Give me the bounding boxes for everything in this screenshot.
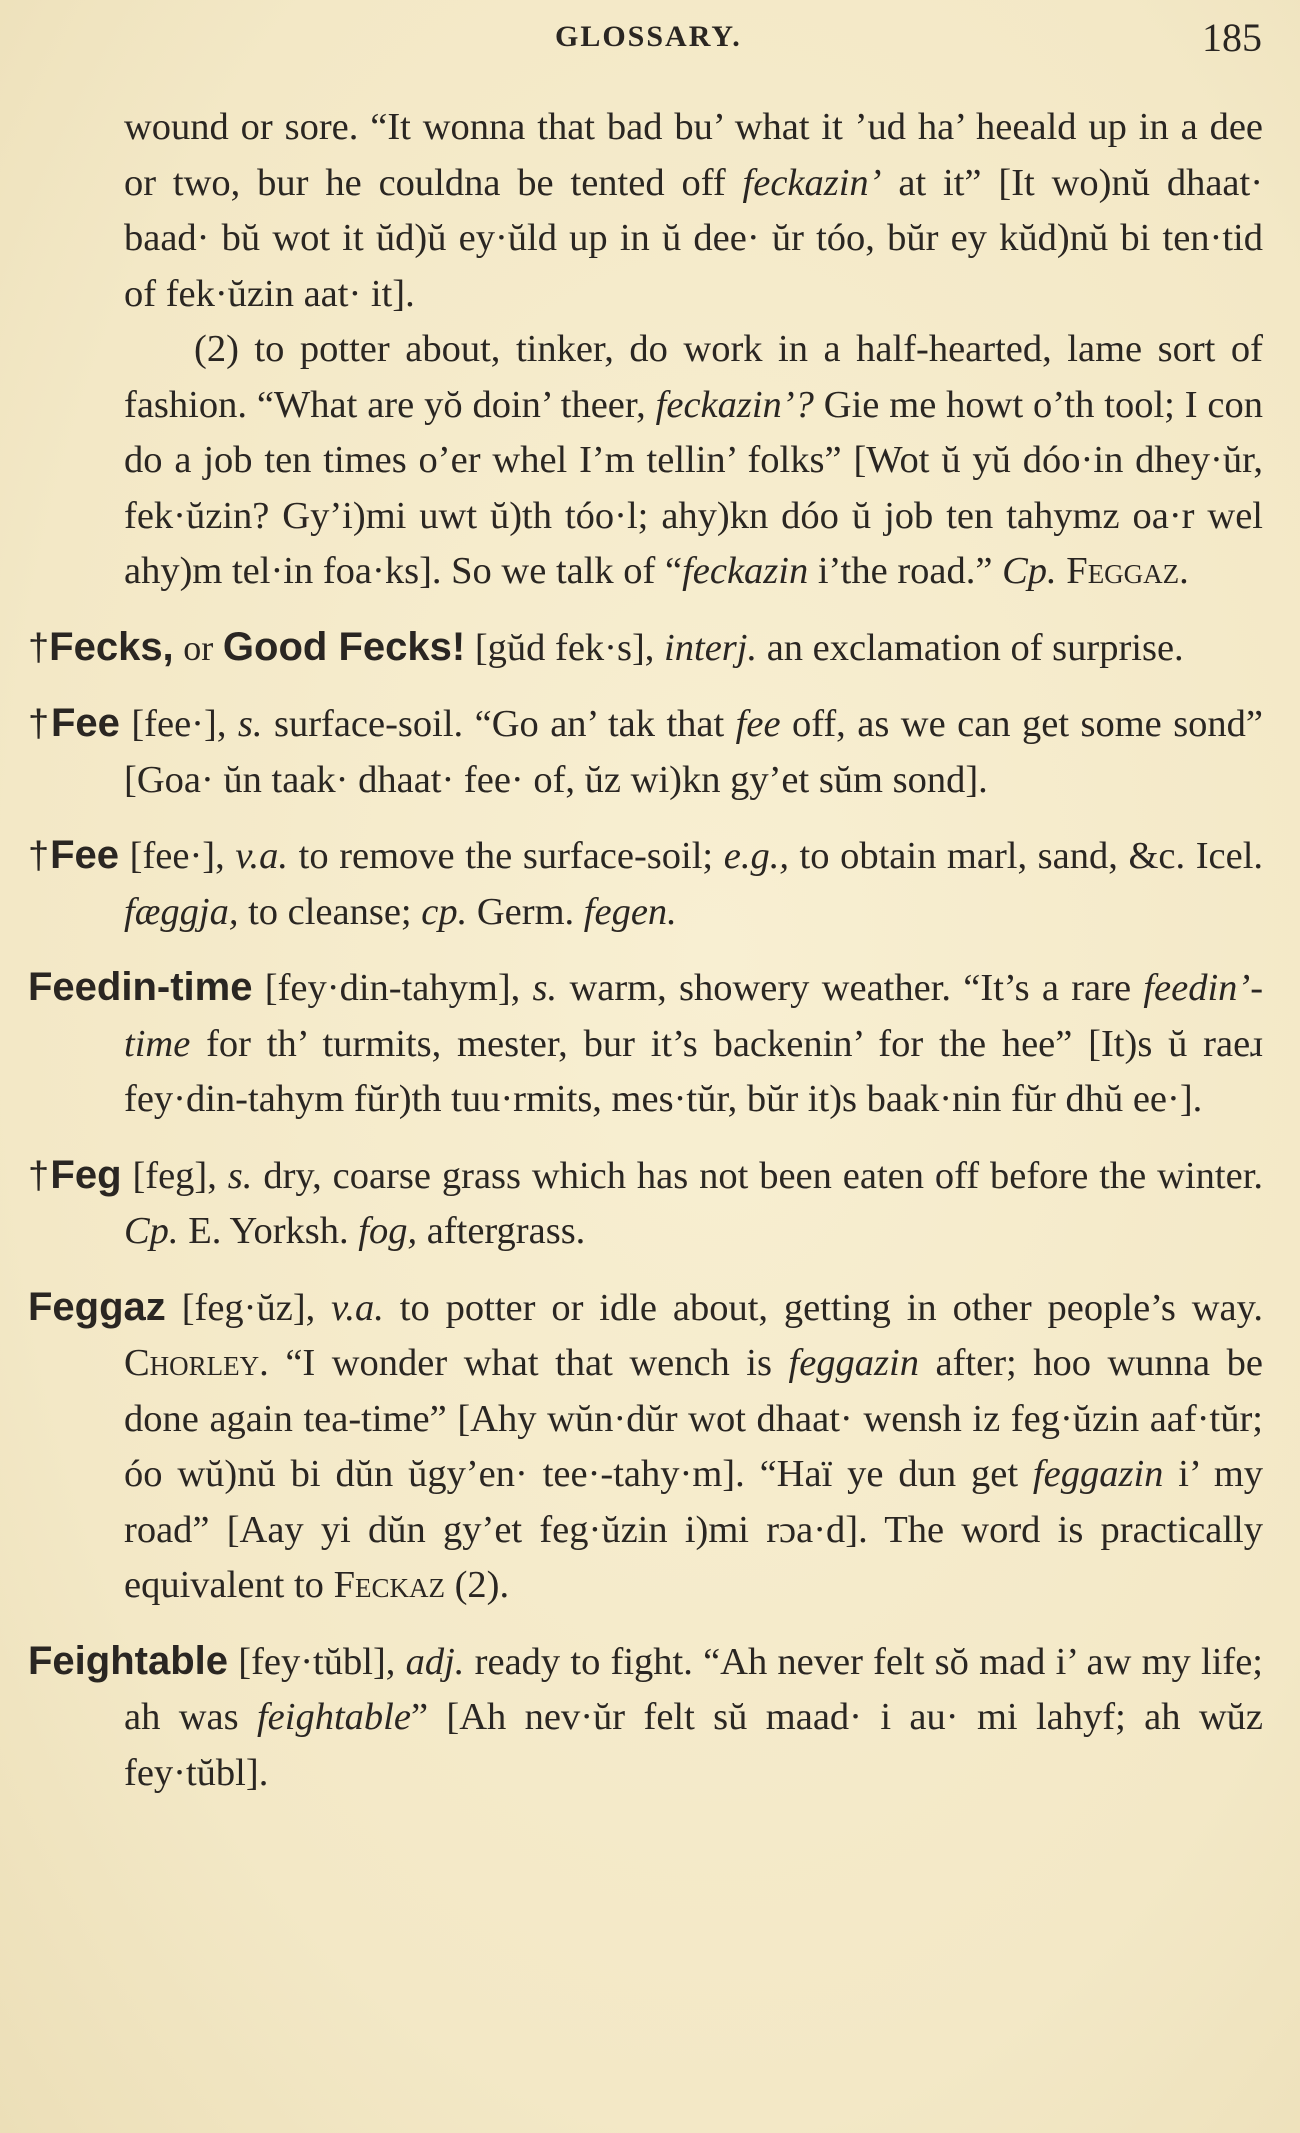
part-of-speech: s. [237,703,263,745]
definition: ready to fight. “Ah never felt sŏ mad i’ aw my life; ah was [124,1640,1264,1738]
italic-term: feedin’-time [124,967,1264,1065]
text: (2) to potter about, tinker, do work in a half-hearted, lame sort of fashion. “What are yŏ doin’ theer, [124,328,1263,426]
definition-continued: aftergrass. [426,1210,586,1252]
italic-term: feggazin [1032,1453,1164,1495]
headword: Fee [50,833,120,877]
headword: Feightable [28,1638,229,1683]
definition-continued: (2). [454,1564,510,1606]
text: wound or sore. “It wonna that bad bu’ what it ’ud ha’ heeald up in a dee or two, bur he couldna be tented off [124,106,1263,204]
entry-feedin-time [28,960,1263,1128]
dagger-mark: † [28,835,51,877]
continuation-paragraph-1 [28,100,1263,322]
pronunciation: [fee·], [131,703,227,745]
cross-ref-word: Feggaz. [1066,550,1189,592]
headword: Feggaz [28,1284,166,1329]
italic-term: fegen. [583,890,677,933]
definition-continued: off, as we can get some sond” [Goa· ŭn taak· dhaat· fee· of, ŭz wi)kn gy’et sŭm sond]. [124,703,1264,801]
entry-feightable [28,1634,1263,1802]
definition-continued: E. Yorksh. [188,1210,349,1252]
pronunciation: [feg·ŭz], [181,1286,316,1329]
part-of-speech: s. [532,967,558,1009]
entry-fecks [28,620,1263,677]
cross-ref-label: Cp. [124,1210,179,1252]
definition: to potter or idle about, getting in other people’s way. [399,1286,1264,1329]
definition: dry, coarse grass which has not been eaten off before the winter. [263,1154,1264,1197]
text: at it” [It wo)nŭ dhaat· baad· bŭ wot it ŭd)ŭ ey·ŭld up in ŭ dee· ŭr tóo, bŭr ey kŭd)nŭ bi ten·tid of fek·ŭzin aat· it]. [124,161,1264,315]
entry-feg [28,1148,1263,1260]
italic-term: feggazin [788,1342,919,1384]
page-number: 185 [1202,15,1262,60]
dagger-mark: † [28,626,50,669]
definition-continued: Germ. [476,890,575,933]
definition-continued: for th’ turmits, mester, bur it’s backenin’ for the hee” [It)s ŭ raeɹ fey·din-tahym fŭr)th tuu·rmits, mes·tŭr, bŭr it)s baak·nin fŭr dhŭ ee·]. [124,1022,1263,1120]
definition-continued: to obtain marl, sand, &c. Icel. [799,835,1264,877]
italic-term: feckazin’? [655,383,814,426]
glossary-text [28,100,1263,1801]
definition-continued: ” [Ah nev·ŭr felt sŭ maad· i au· mi lahyf; ah wŭz fey·tŭbl]. [124,1696,1263,1794]
continuation-paragraph-2 [28,322,1263,600]
entry-feggaz [28,1280,1263,1614]
italic-term: fog, [358,1210,418,1252]
italic-term: feckazin’ [742,161,882,204]
pronunciation: [gŭd fek·s], [474,626,655,669]
headword: Feedin-time [28,965,253,1009]
definition: warm, showery weather. “It’s a rare [569,967,1132,1009]
pronunciation: [fey·tŭbl], [238,1640,396,1683]
pronunciation: [fey·din-tahym], [264,967,521,1009]
dagger-mark: † [28,1154,51,1197]
headword-variant: Good Fecks! [222,624,466,669]
cross-ref-label: Cp. [1002,550,1057,592]
text: i’the road.” [817,550,993,592]
italic-term: fæggja, [124,890,239,933]
italic-term: fee [735,703,781,745]
definition-continued: to cleanse; [248,890,412,933]
part-of-speech: s. [227,1154,253,1197]
italic-term: feckazin [682,550,809,592]
definition-continued: i’ my road” [Aay yi dŭn gy’et feg·ŭzin i)mi rɔa·d]. The word is practically equivalent to [124,1453,1264,1606]
text: Gie me howt o’th tool; I con do a job ten times o’er whel I’m tellin’ folks” [Wot ŭ yŭ dóo·in dhey·ŭr, fek·ŭzin? Gy’i)mi uwt ŭ)th tóo·l; ahy)kn dóo ŭ job ten tahymz oa·r wel ahy)m tel·in foa·ks]. So we talk of “ [124,383,1264,592]
definition-continued: after; hoo wunna be done again tea-time” [Ahy wŭn·dŭr wot dhaat· wensh iz feg·ŭzin aaf·tŭr; óo wŭ)nŭ bi dŭn ŭgy’en· tee·-tahy·m]. “Haï ye dun get [124,1342,1263,1495]
part-of-speech: v.a. [331,1286,384,1329]
italic-term: feightable [256,1696,411,1738]
dagger-mark: † [28,703,51,745]
definition: to remove the surface-soil; [298,835,714,877]
conjunction: or [183,627,214,668]
pronunciation: [feg], [132,1154,217,1197]
entry-fee-verb [28,828,1263,940]
definition: surface-soil. “Go an’ tak that [273,703,725,745]
place-name: Chorley. [124,1342,269,1384]
running-title: GLOSSARY. [555,20,742,53]
definition: an exclamation of surprise. [766,626,1184,669]
cross-ref-label: cp. [421,890,468,933]
headword: Fee [50,701,120,745]
part-of-speech: interj. [664,626,758,669]
headword: Fecks, [49,624,174,669]
definition-continued: “I wonder what that wench is [285,1342,772,1384]
headword: Feg [50,1152,122,1197]
part-of-speech: adj. [405,1640,465,1683]
cross-ref-word: Feckaz [333,1564,445,1606]
entry-fee-noun [28,696,1263,808]
pronunciation: [fee·], [129,835,225,877]
part-of-speech: v.a. [235,835,289,877]
running-head [0,14,1300,64]
abbreviation: e.g., [723,835,789,877]
